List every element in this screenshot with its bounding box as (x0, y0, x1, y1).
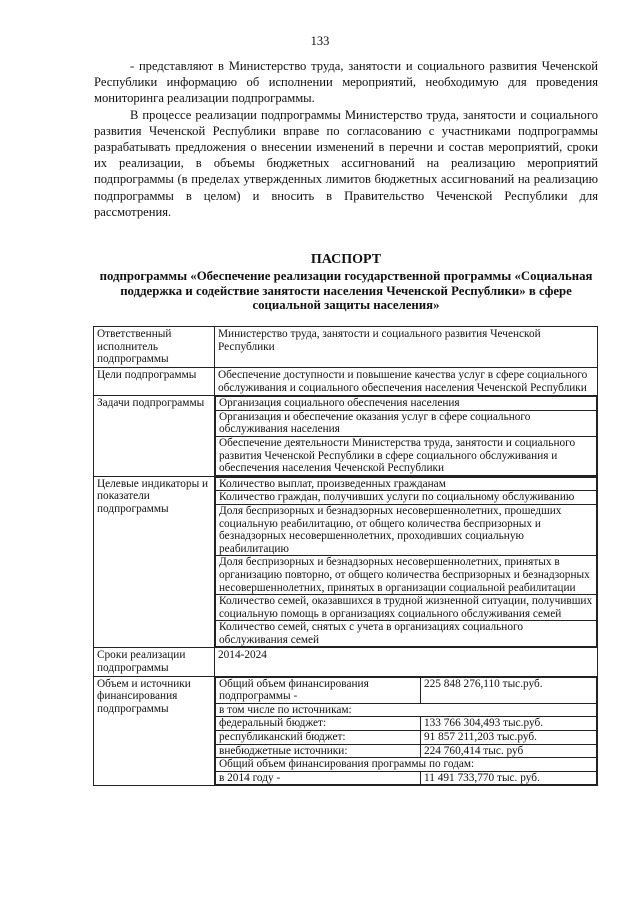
executor-label: Ответственный исполнитель подпрограммы (94, 327, 215, 368)
indicators-cell (215, 476, 598, 648)
page-number: 133 (310, 34, 330, 48)
finance-federal-label: федеральный бюджет: (216, 717, 421, 731)
row-terms (94, 648, 598, 676)
tasks-list (215, 396, 597, 476)
finance-total-value: 225 848 276,110 тыс.руб. (421, 677, 597, 703)
finance-year-2014-label: в 2014 году - (216, 771, 421, 785)
finance-offbudget-value: 224 760,414 тыс. руб (421, 744, 597, 758)
indicator-item: Количество семей, оказавшихся в трудной жизненной ситуации, получивших социальную помощь в организациях социального обслуживания семей (216, 595, 597, 621)
indicators-label: Целевые индикаторы и показатели подпрограммы (94, 476, 215, 648)
finance-offbudget-label: внебюджетные источники: (216, 744, 421, 758)
indicator-item: Количество выплат, произведенных гражданам (216, 477, 597, 491)
paragraph-1: - представляют в Министерство труда, занятости и социального развития Чеченской Республики информацию об исполнении мероприятий, необходимую для проведения мониторинга реализации подпрограммы. (94, 59, 598, 106)
task-item: Обеспечение деятельности Министерства труда, занятости и социального развития Чеченской Республики в сфере социального обслуживания и обеспечения населения Чеченской Республики (216, 436, 597, 475)
passport-subtitle: подпрограммы «Обеспечение реализации государственной программы «Социальная поддержка и содействие занятости населения Чеченской Республики» в сфере социальной защиты населения» (99, 269, 593, 313)
task-item: Организация социального обеспечения населения (216, 397, 597, 411)
indicators-list (215, 477, 597, 648)
finance-federal-value: 133 766 304,493 тыс.руб. (421, 717, 597, 731)
row-goals (94, 368, 598, 396)
tasks-cell (215, 396, 598, 477)
body-text (94, 58, 598, 220)
terms-label: Сроки реализации подпрограммы (94, 648, 215, 676)
row-finance (94, 676, 598, 786)
finance-table (215, 677, 597, 786)
indicator-item: Количество семей, снятых с учета в организациях социального обслуживания семей (216, 621, 597, 647)
terms-value: 2014-2024 (215, 648, 598, 676)
row-executor (94, 327, 598, 368)
finance-cell (215, 676, 598, 786)
row-indicators (94, 476, 598, 648)
indicator-item: Доля беспризорных и безнадзорных несовершеннолетних, прошедших социальную реабилитацию, от общего количества беспризорных и безнадзорных несовершеннолетних, проходивших социальную реабилитацию (216, 504, 597, 555)
row-tasks (94, 396, 598, 477)
finance-label: Объем и источники финансирования подпрограммы (94, 676, 215, 786)
tasks-label: Задачи подпрограммы (94, 396, 215, 477)
paragraph-2: В процессе реализации подпрограммы Министерство труда, занятости и социального развития Чеченской Республики вправе по согласованию с участниками подпрограммы разрабатывать предложения о внесении изменений в перечни и состав мероприятий, сроки их реализации, в объемы бюджетных ассигнований на реализацию мероприятий подпрограммы (в пределах утвержденных лимитов бюджетных ассигнований на реализацию подпрограммы в целом) и вносить в Правительство Чеченской Республики для рассмотрения. (94, 107, 598, 219)
finance-republic-label: республиканский бюджет: (216, 731, 421, 745)
finance-year-2014-value: 11 491 733,770 тыс. руб. (421, 771, 597, 785)
indicator-item: Количество граждан, получивших услуги по социальному обслуживанию (216, 491, 597, 505)
passport-title: ПАСПОРТ (310, 252, 382, 267)
task-item: Организация и обеспечение оказания услуг в сфере социального обслуживания населения (216, 410, 597, 436)
finance-by-years-label: Общий объем финансирования программы по годам: (216, 758, 597, 772)
indicator-item: Доля беспризорных и безнадзорных несовершеннолетних, принятых в организацию повторно, от общего количества беспризорных и безнадзорных несовершеннолетних, принятых в организации социальной реабилитации (216, 556, 597, 595)
goals-value: Обеспечение доступности и повышение качества услуг в сфере социального обслуживания и социального обеспечения населения Чеченской Республики (215, 368, 598, 396)
goals-label: Цели подпрограммы (94, 368, 215, 396)
executor-value: Министерство труда, занятости и социального развития Чеченской Республики (215, 327, 598, 368)
passport-table (93, 326, 598, 786)
finance-sources-label: в том числе по источникам: (216, 703, 597, 717)
finance-total-label: Общий объем финансирования подпрограммы - (216, 677, 421, 703)
finance-republic-value: 91 857 211,203 тыс.руб. (421, 731, 597, 745)
